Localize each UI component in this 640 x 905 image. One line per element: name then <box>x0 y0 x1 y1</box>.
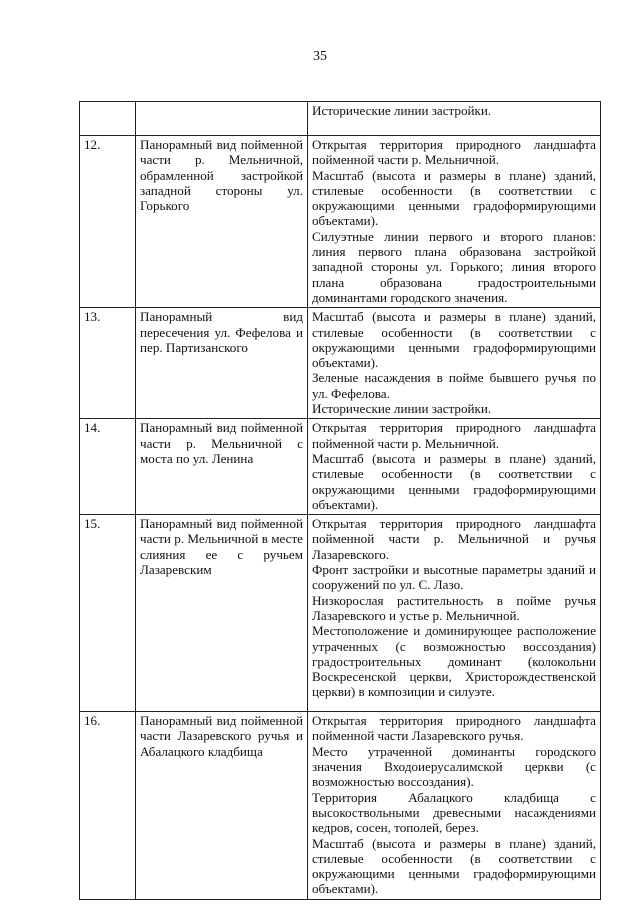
row-description <box>136 102 308 136</box>
feature-item: Масштаб (высота и размеры в плане) зданий, стилевые особенности (в соответствии с окружающими ценными градоформирующими объектами). <box>312 835 596 897</box>
feature-item: Зеленые насаждения в пойме бывшего ручья по ул. Фефелова. <box>312 370 596 401</box>
row-number: 16. <box>80 712 136 900</box>
row-features <box>308 712 601 900</box>
row-number: 14. <box>80 419 136 515</box>
row-features <box>308 136 601 308</box>
feature-item: Местоположение и доминирующее расположение утраченных (с возможностью воссоздания) градостроительных доминант (колокольни Воскресенской церкви, Христорождественской церкви) в композиции и силуэте. <box>312 623 596 700</box>
feature-item: Низкорослая растительность в пойме ручья Лазаревского и устье р. Мельничной. <box>312 592 596 623</box>
row-description: Панорамный вид пойменной части р. Мельничной в месте слияния ее с ручьем Лазаревским <box>136 515 308 712</box>
row-description: Панорамный вид пересечения ул. Фефелова и пер. Партизанского <box>136 308 308 419</box>
heritage-table <box>79 101 601 900</box>
row-features <box>308 515 601 712</box>
feature-item: Фронт застройки и высотные параметры зданий и сооружений по ул. С. Лазо. <box>312 562 596 593</box>
feature-item: Масштаб (высота и размеры в плане) зданий, стилевые особенности (в соответствии с окружающими ценными градоформирующими объектами). <box>312 309 596 371</box>
feature-item: Открытая территория природного ландшафта пойменной части р. Мельничной и ручья Лазаревского. <box>312 516 596 562</box>
table-row <box>80 712 601 900</box>
row-features <box>308 102 601 136</box>
feature-item: Открытая территория природного ландшафта пойменной части Лазаревского ручья. <box>312 713 596 744</box>
table-row <box>80 136 601 308</box>
row-number: 12. <box>80 136 136 308</box>
feature-item: Исторические линии застройки. <box>312 401 492 417</box>
feature-item: Место утраченной доминанты городского значения Входоиерусалимской церкви (с возможностью воссоздания). <box>312 743 596 790</box>
table-body <box>80 102 601 900</box>
row-features <box>308 308 601 419</box>
row-number <box>80 102 136 136</box>
page-number: 35 <box>313 49 327 64</box>
row-description: Панорамный вид пойменной части Лазаревского ручья и Абалацкого кладбища <box>136 712 308 900</box>
row-number: 13. <box>80 308 136 419</box>
row-number: 15. <box>80 515 136 712</box>
feature-item: Масштаб (высота и размеры в плане) зданий, стилевые особенности (в соответствии с окружающими ценными градоформирующими объектами). <box>312 167 596 229</box>
row-description: Панорамный вид пойменной части р. Мельничной, обрамленной застройкой западной стороны ул. Горького <box>136 136 308 308</box>
table-row <box>80 102 601 136</box>
table-row <box>80 515 601 712</box>
feature-item: Открытая территория природного ландшафта пойменной части р. Мельничной. <box>312 420 596 451</box>
row-features <box>308 419 601 515</box>
row-description: Панорамный вид пойменной части р. Мельничной с моста по ул. Ленина <box>136 419 308 515</box>
table-row <box>80 419 601 515</box>
table-row <box>80 308 601 419</box>
feature-item: Территория Абалацкого кладбища с высокоствольными древесными насаждениями кедров, сосен, тополей, берез. <box>312 789 596 836</box>
feature-item: Силуэтные линии первого и второго планов: линия первого плана образована застройкой западной стороны ул. Горького; линия второго плана образована градостроительными доминантами городского значения. <box>312 228 596 305</box>
feature-item: Исторические линии застройки. <box>312 103 492 118</box>
feature-item: Открытая территория природного ландшафта пойменной части р. Мельничной. <box>312 137 596 168</box>
feature-item: Масштаб (высота и размеры в плане) зданий, стилевые особенности (в соответствии с окружающими ценными градоформирующими объектами). <box>312 450 596 512</box>
